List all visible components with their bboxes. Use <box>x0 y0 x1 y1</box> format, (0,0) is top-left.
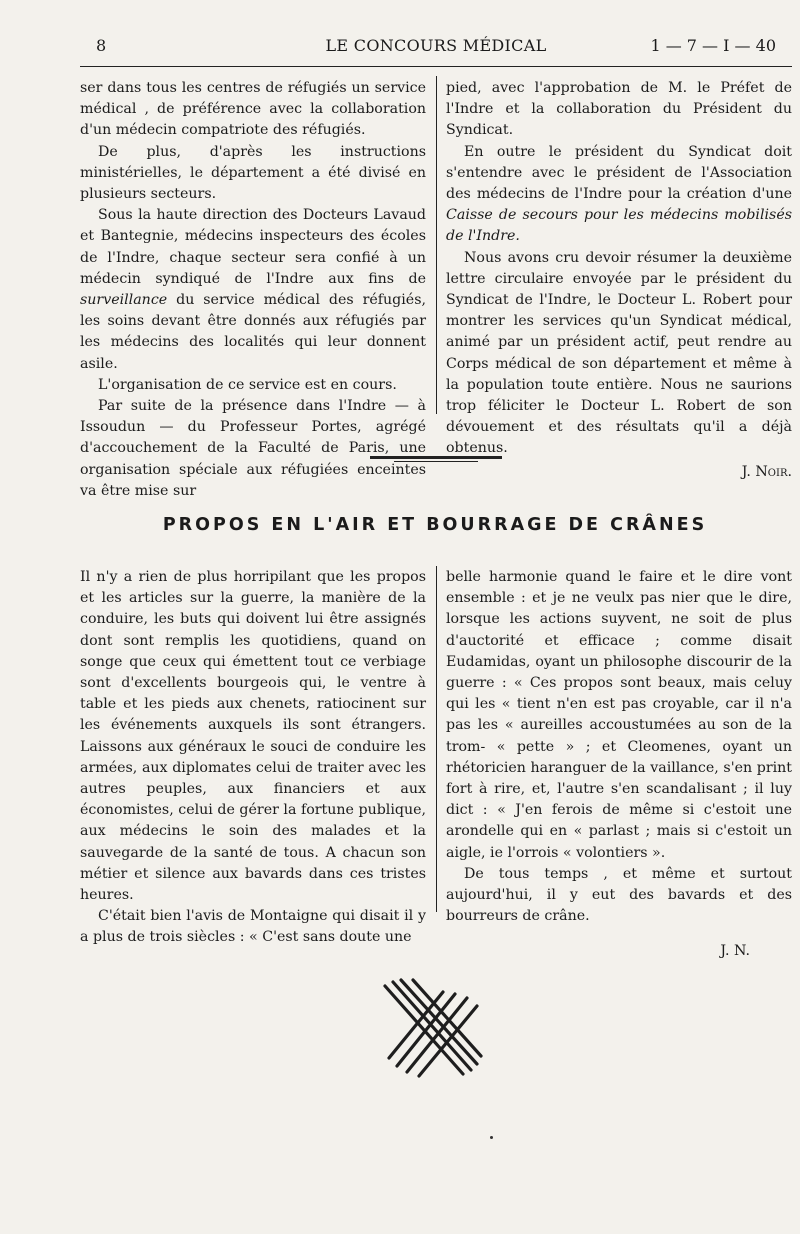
separator-rule <box>370 456 502 463</box>
page-number: 8 <box>96 36 107 55</box>
paragraph: De plus, d'après les instructions ministérielles, le département a été divisé en plusieurs secteurs. <box>80 143 426 203</box>
column-divider <box>436 566 437 912</box>
paragraph <box>80 205 426 375</box>
article-right-column <box>446 567 792 963</box>
ink-speck <box>490 1136 493 1139</box>
italic-run: surveillance <box>80 292 168 309</box>
text-run: Sous la haute direction des Docteurs Lavaud et Bantegnie, médecins inspecteurs des écoles de l'Indre, chaque secteur sera confié à un médecin syndiqué de l'Indre aux fins de <box>80 207 426 287</box>
separator-thin-line <box>394 461 478 462</box>
column-divider <box>436 76 437 414</box>
paragraph <box>446 142 792 248</box>
paragraph: Nous avons cru devoir résumer la deuxième lettre circulaire envoyée par le président du Syndicat de l'Indre, le Docteur L. Robert pour montrer les services qu'un Syndicat médical, animé par un président actif, peut rendre au Corps médical de son département et même à la population toute entière. Nous ne saurions trop féliciter le Docteur L. Robert de son dévouement et des résultats qu'il a déjà obtenus. <box>446 249 792 457</box>
article-title: PROPOS EN L'AIR ET BOURRAGE DE CRÂNES <box>162 515 708 535</box>
paragraph: C'était bien l'avis de Montaigne qui disait il y a plus de trois siècles : « C'est sans doute une <box>80 908 426 946</box>
separator-thick-line <box>370 456 502 459</box>
paragraph: L'organisation de ce service est en cours. <box>98 376 397 393</box>
crosshatch-ornament-icon <box>383 978 483 1078</box>
top-right-column <box>446 78 792 483</box>
signature: J. Noir. <box>741 463 792 480</box>
header-rule <box>80 66 792 67</box>
issue-date: 1 — 7 — I — 40 <box>650 36 776 55</box>
journal-title: LE CONCOURS MÉDICAL <box>325 36 547 55</box>
paragraph: De tous temps , et même et surtout aujourd'hui, il y eut des bavards et des bourreurs de crâne. <box>446 865 792 925</box>
top-left-column <box>80 78 426 502</box>
running-header <box>96 36 776 62</box>
paragraph: ser dans tous les centres de réfugiés un service médical , de préférence avec la collaboration d'un médecin compatriote des réfugiés. <box>80 80 426 139</box>
text-run: du service médical des réfugiés, les soins devant être donnés aux réfugiés par les médecins des localités qui leur donnent asile. <box>80 292 426 372</box>
article-left-column <box>80 567 426 949</box>
signature: J. N. <box>720 943 750 960</box>
paragraph: pied, avec l'approbation de M. le Préfet de l'Indre et la collaboration du Président du Syndicat. <box>446 80 792 139</box>
italic-run: Caisse de secours pour les médecins mobilisés de l'Indre. <box>446 207 792 245</box>
paragraph: Par suite de la présence dans l'Indre — à Issoudun — du Professeur Portes, agrégé d'accouchement de la Faculté de Paris, une organisation spéciale aux réfugiées enceintes va être mise sur <box>80 398 426 499</box>
paragraph: Il n'y a rien de plus horripilant que les propos et les articles sur la guerre, la manière de la conduire, les buts qui doivent lui être assignés dont sont remplis les quotidiens, quand on songe que ceux qui émettent tout ce verbiage sont d'excellents bourgeois qui, le ventre à table et les pieds aux chenets, ratiocinent sur les événements auxquels ils sont étrangers. Laissons aux généraux le souci de conduire les armées, aux diplomates celui de traiter avec les autres peuples, aux financiers et aux économistes, celui de gérer la fortune publique, aux médecins le soin des malades et la sauvegarde de la santé de tous. A chacun son métier et silence aux bavards dans ces tristes heures. <box>80 569 426 904</box>
paragraph: belle harmonie quand le faire et le dire vont ensemble : et je ne veulx pas nier que le dire, lorsque les actions suyvent, ne soit de plus d'auctorité et efficace ; comme disait Eudamidas, oyant un philosophe discourir de la guerre : « Ces propos sont beaux, mais celuy qui les « tient n'en est pas croyable, car il n'a pas les « aureilles accoustumées au son de la trom- « pette » ; et Cleomenes, oyant un rhétoricien haranguer de la vaillance, s'en print fort à rire, et, l'autre s'en scandalisant ; il luy dict : « J'en ferois de même si c'estoit une arondelle qui en « parlast ; mais si c'estoit un aigle, ie l'orrois « volontiers ». <box>446 569 792 861</box>
text-run: En outre le président du Syndicat doit s'entendre avec le président de l'Association des médecins de l'Indre pour la création d'une <box>446 143 792 203</box>
